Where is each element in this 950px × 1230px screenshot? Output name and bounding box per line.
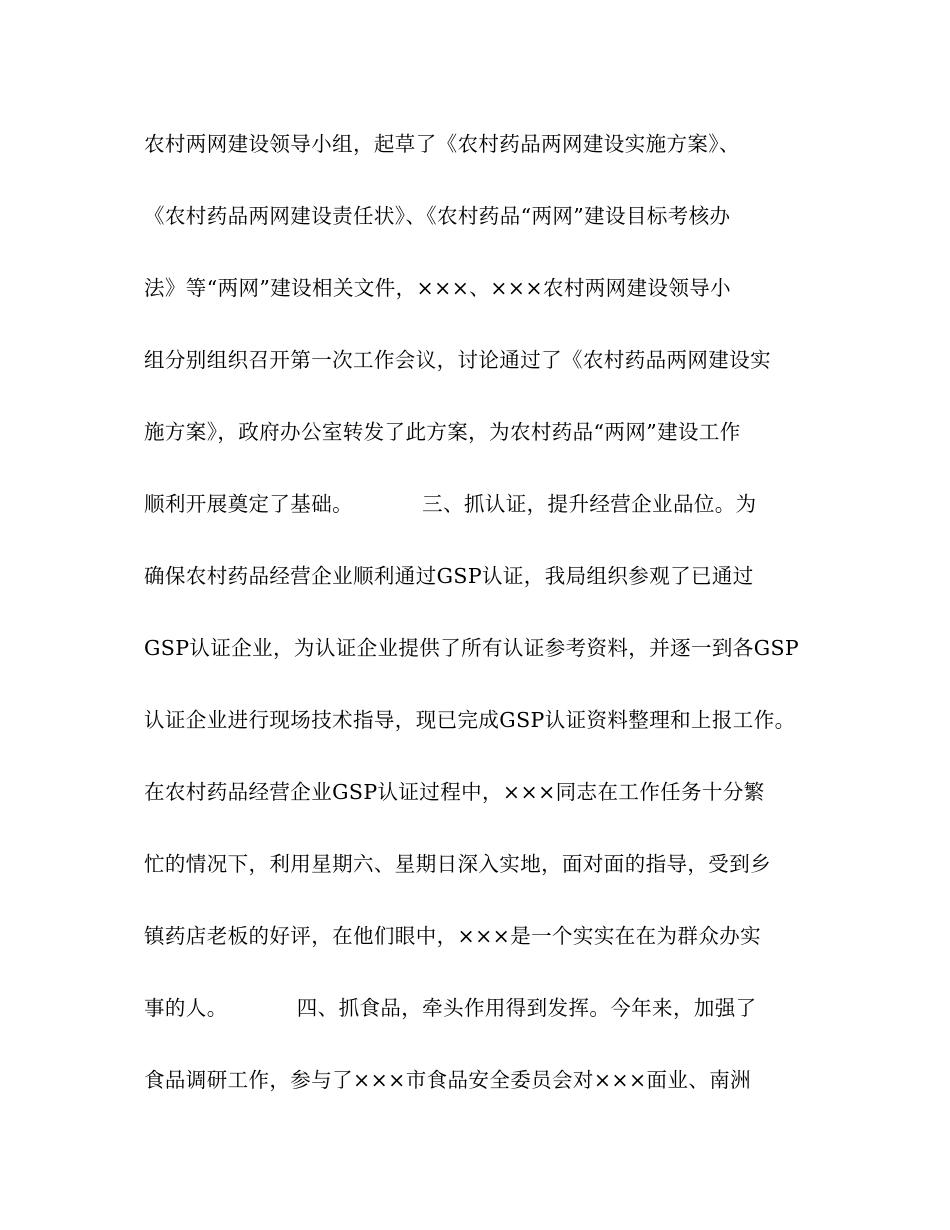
body-text [144, 124, 824, 1132]
text-line: 事的人。 四、抓食品，牵头作用得到发挥。今年来，加强了 [144, 996, 757, 1020]
text-line: GSP认证企业，为认证企业提供了所有认证参考资料，并逐一到各GSP [144, 636, 800, 660]
text-line: 镇药店老板的好评，在他们眼中，×××是一个实实在在为群众办实 [144, 924, 762, 948]
text-line: 确保农村药品经营企业顺利通过GSP认证，我局组织参观了已通过 [144, 564, 754, 588]
text-line: 忙的情况下，利用星期六、星期日深入实地，面对面的指导，受到乡 [144, 852, 771, 876]
text-line: 在农村药品经营企业GSP认证过程中，×××同志在工作任务十分繁 [144, 780, 765, 804]
text-line: 食品调研工作，参与了×××市食品安全委员会对×××面业、南洲 [144, 1068, 752, 1092]
text-line: 组分别组织召开第一次工作会议，讨论通过了《农村药品两网建设实 [144, 348, 771, 372]
text-line: 施方案》，政府办公室转发了此方案，为农村药品“两网”建设工作 [144, 420, 741, 444]
text-line: 法》等“两网”建设相关文件，×××、×××农村两网建设领导小 [144, 276, 732, 300]
text-line: 农村两网建设领导小组，起草了《农村药品两网建设实施方案》、 [144, 132, 740, 156]
text-line: 认证企业进行现场技术指导，现已完成GSP认证资料整理和上报工作。 [144, 708, 796, 732]
text-line: 顺利开展奠定了基础。 三、抓认证，提升经营企业品位。为 [144, 492, 757, 516]
text-line: 《农村药品两网建设责任状》、《农村药品“两网”建设目标考核办 [144, 204, 731, 228]
